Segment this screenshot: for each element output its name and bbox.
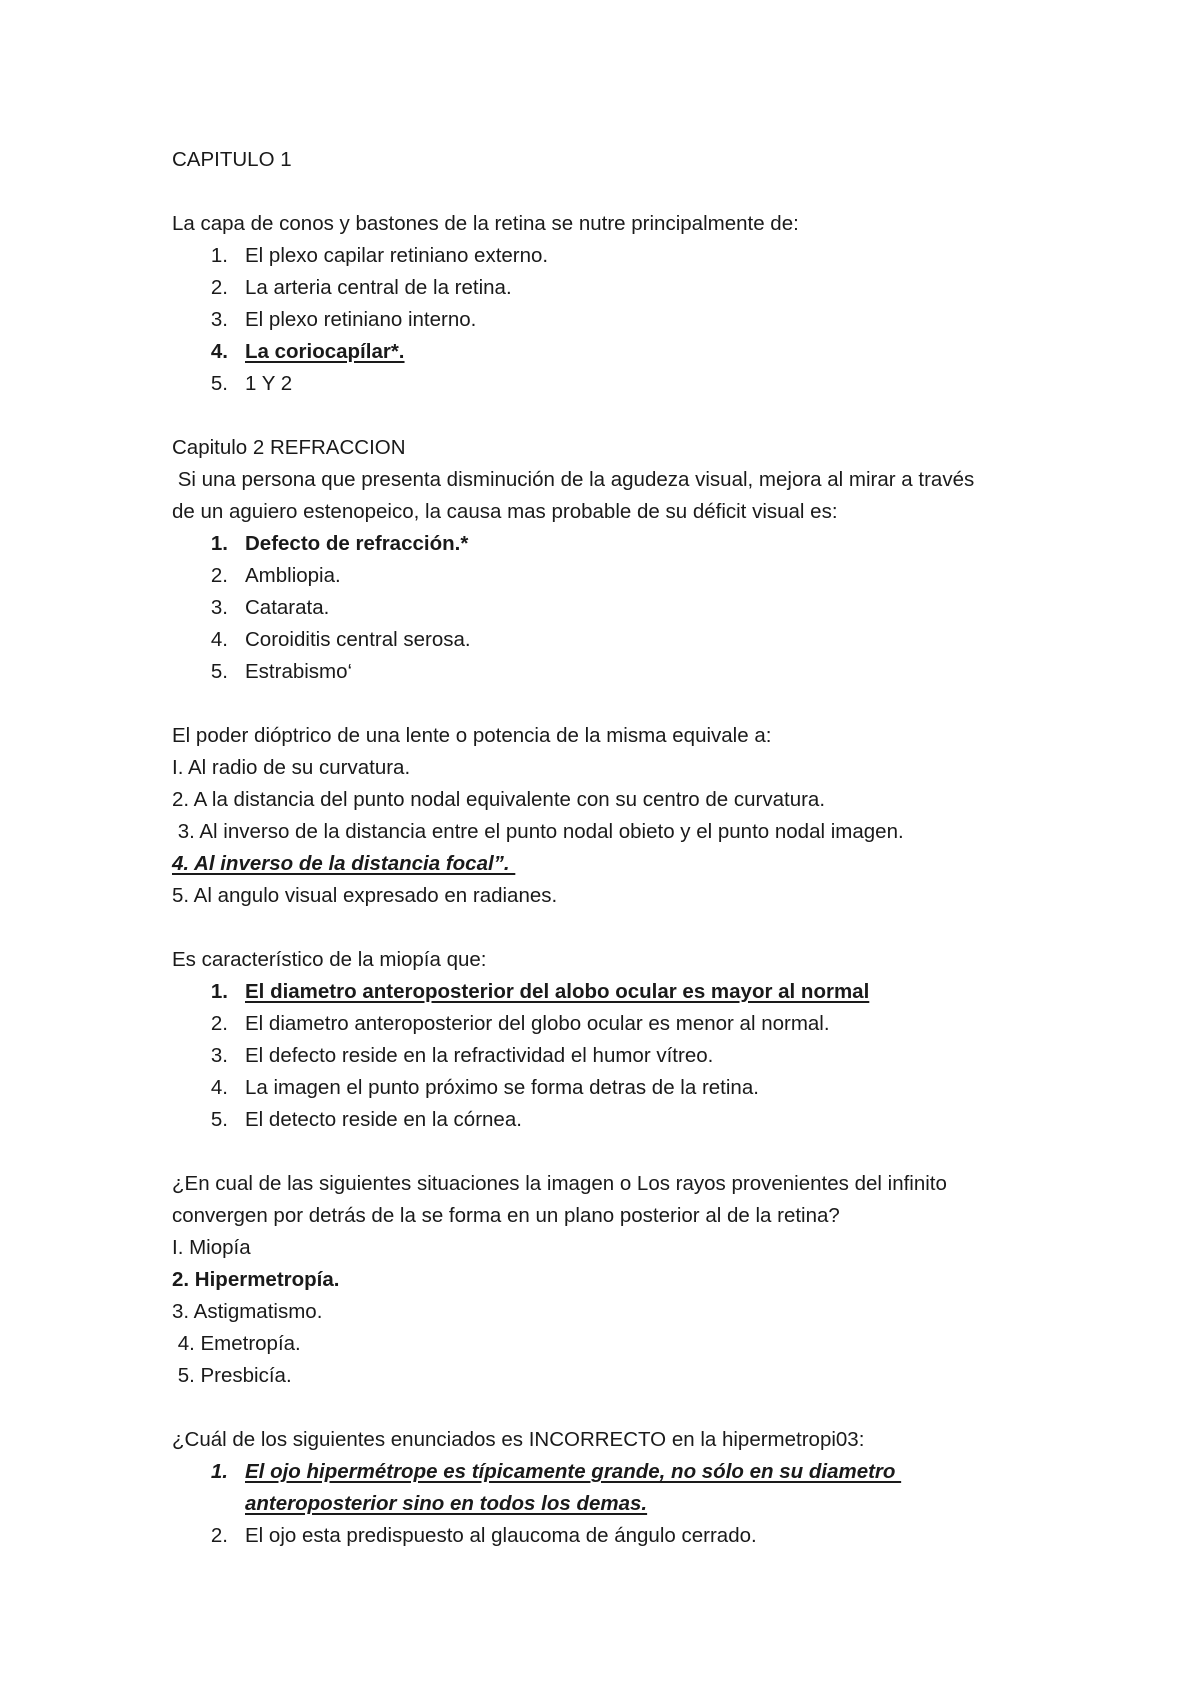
list-item: 5. Al angulo visual expresado en radianes. bbox=[172, 884, 558, 907]
list-item: I. Miopía bbox=[172, 1236, 251, 1259]
question-text: ¿En cual de las siguientes situaciones la imagen o Los rayos provenientes del infinito bbox=[172, 1172, 947, 1195]
list-item: 5. Presbicía. bbox=[172, 1364, 292, 1387]
list-item: 3. Al inverso de la distancia entre el punto nodal obieto y el punto nodal imagen. bbox=[172, 820, 904, 843]
question-text: ¿Cuál de los siguientes enunciados es INCORRECTO en la hipermetropi03: bbox=[172, 1428, 865, 1451]
chapter-1-heading: CAPITULO 1 bbox=[172, 148, 292, 171]
question-text: Si una persona que presenta disminución de la agudeza visual, mejora al mirar a través bbox=[172, 468, 975, 491]
question-text: de un aguiero estenopeico, la causa mas probable de su déficit visual es: bbox=[172, 500, 838, 523]
document-page: CAPITULO 1 La capa de conos y bastones de la retina se nutre principalmente de: 1. El plexo capilar retiniano externo. 2. La arteria central de la retina. 3. El plexo retiniano interno. 4. La coriocapílar*. 5. 1 Y 2 Capitulo 2 REFRACCION Si una persona que presenta disminución de la agudeza visual, mejora al mirar a través de un aguiero estenopeico, la causa mas probable de su déficit visual es: 1. Defecto de refracción.* 2. Ambliopia. 3. Catarata. 4. Coroiditis central serosa. 5. Estrabismo‘ El poder dióptrico de una lente o potencia de la misma equivale a: I. Al radio de su curvatura. 2. A la distancia del punto nodal equivalente con su centro de curvatura. 3. Al inverso de la distancia entre el punto nodal obieto y el punto nodal imagen. 4. Al inverso de la distancia focal”. 5. Al angulo visual expresado en radianes. Es característico de la miopía que: 1. El diametro anteroposterior del alobo ocular es mayor al normal 2. El diametro anteroposterior del globo ocular es menor al normal. 3. El defecto reside en la refractividad el humor vítreo. 4. La imagen el punto próximo se forma detras de la retina. 5. El detecto reside en la córnea. ¿En cual de las siguientes situaciones la imagen o Los rayos provenientes del infinito convergen por detrás de la se forma en un plano posterior al de la retina? I. Miopía 2. Hipermetropía. 3. Astigmatismo. 4. Emetropía. 5. Presbicía. ¿Cuál de los siguientes enunciados es INCORRECTO en la hipermetropi03: 1. El ojo hipermétrope es típicamente grande, no sólo en su diametro anteroposterior sino en todos los demas. 2. El ojo esta predispuesto al glaucoma de ángulo cerrado. bbox=[172, 148, 975, 1547]
correct-answer-item: 2. Hipermetropía. bbox=[172, 1268, 340, 1291]
chapter-2-heading: Capitulo 2 REFRACCION bbox=[172, 436, 406, 459]
list-item: 4. Emetropía. bbox=[172, 1332, 301, 1355]
list-item: 3. Astigmatismo. bbox=[172, 1300, 323, 1323]
correct-answer-item: 4. Al inverso de la distancia focal”. bbox=[172, 852, 516, 875]
question-text: El poder dióptrico de una lente o potencia de la misma equivale a: bbox=[172, 724, 772, 747]
list-item: I. Al radio de su curvatura. bbox=[172, 756, 411, 779]
question-text: convergen por detrás de la se forma en un plano posterior al de la retina? bbox=[172, 1204, 840, 1227]
chapter-1-question: La capa de conos y bastones de la retina se nutre principalmente de: bbox=[172, 212, 799, 235]
list-item: 2. A la distancia del punto nodal equivalente con su centro de curvatura. bbox=[172, 788, 826, 811]
question-text: Es característico de la miopía que: bbox=[172, 948, 487, 971]
